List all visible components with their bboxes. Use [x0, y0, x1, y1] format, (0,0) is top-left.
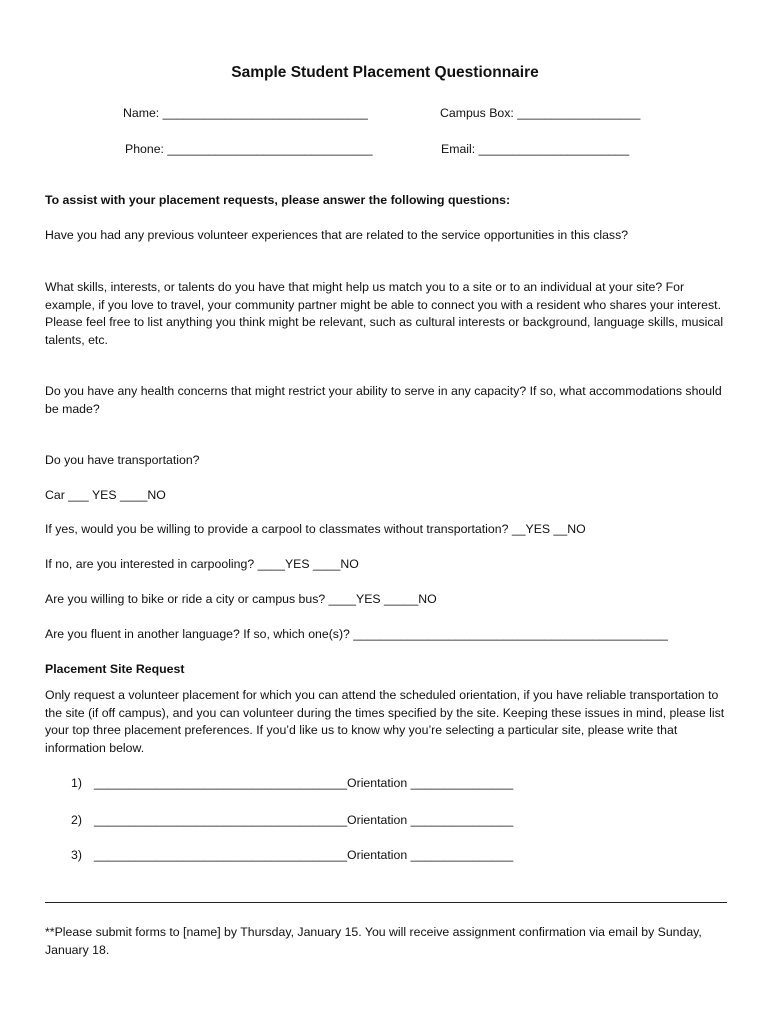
placement-instructions: Only request a volunteer placement for which you can attend the scheduled orientation, if you have reliable transportation to the site (if off campus), and you can volunteer during the times specified by the site. Keeping these issues in mind, please list your top three placement preferences. If you’d like us to know why you’re selecting a particular site, please write that information below. — [45, 688, 725, 755]
preference-3-field[interactable]: _____________________________________Orientation _______________ — [94, 848, 514, 862]
page-title: Sample Student Placement Questionnaire — [231, 64, 539, 81]
campus-box-field[interactable]: Campus Box: __________________ — [440, 106, 641, 120]
email-field[interactable]: Email: ______________________ — [441, 142, 630, 156]
preference-number: 3) — [71, 848, 82, 862]
question-volunteer-experience: Have you had any previous volunteer experiences that are related to the service opportunities in this class? — [45, 228, 629, 242]
footer-note: **Please submit forms to [name] by Thursday, January 15. You will receive assignment confirmation via email by Sunday, January 18. — [45, 925, 702, 957]
intro-instruction: To assist with your placement requests, please answer the following questions: — [45, 193, 511, 207]
bike-bus-field[interactable]: Are you willing to bike or ride a city or campus bus? ____YES _____NO — [45, 592, 437, 606]
preference-number: 2) — [71, 813, 82, 827]
car-yes-no-field[interactable]: Car ___ YES ____NO — [45, 488, 166, 502]
language-field[interactable]: Are you fluent in another language? If so, which one(s)? ______________________________________________ — [45, 627, 668, 641]
footer-divider — [45, 902, 727, 903]
placement-heading: Placement Site Request — [45, 662, 185, 676]
carpool-offer-field[interactable]: If yes, would you be willing to provide a carpool to classmates without transportation? __YES __NO — [45, 522, 586, 536]
phone-field[interactable]: Phone: ______________________________ — [125, 142, 373, 156]
question-skills-interests: What skills, interests, or talents do you have that might help us match you to a site or to an individual at your site? For example, if you love to travel, your community partner might be able to connect you with a resident who shares your interest. Please feel free to list anything you think might be relevant, such as cultural interests or background, language skills, musical talents, etc. — [45, 280, 724, 347]
preference-1-field[interactable]: _____________________________________Orientation _______________ — [94, 776, 514, 790]
question-health-concerns: Do you have any health concerns that might restrict your ability to serve in any capacity? If so, what accommodations should be made? — [45, 384, 722, 416]
name-field[interactable]: Name: ______________________________ — [123, 106, 368, 120]
carpool-interest-field[interactable]: If no, are you interested in carpooling? ____YES ____NO — [45, 557, 359, 571]
question-transportation: Do you have transportation? — [45, 453, 200, 467]
preference-2-field[interactable]: _____________________________________Orientation _______________ — [94, 813, 514, 827]
preference-number: 1) — [71, 776, 82, 790]
